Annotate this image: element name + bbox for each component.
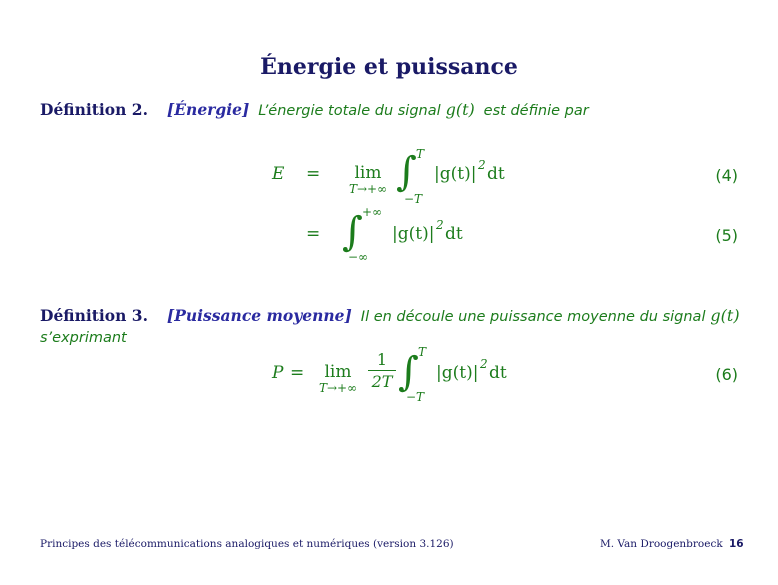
eq6-number: (6) — [715, 365, 738, 384]
eq6-frac-num: 1 — [376, 350, 388, 369]
eq4-integral-sign: ∫ — [396, 149, 417, 195]
slide-title: Énergie et puissance — [260, 54, 518, 80]
definition-2-text: L’énergie totale du signal — [258, 103, 441, 119]
definition-2 — [40, 100, 589, 119]
eq6-int-upper: T — [418, 345, 427, 359]
eq6-frac-bar — [368, 370, 396, 371]
eq6-integral-sign: ∫ — [398, 349, 419, 395]
eq5-number: (5) — [715, 226, 738, 245]
eq5-int-lower: −∞ — [348, 250, 369, 264]
eq6-integrand: |g(t)| — [436, 363, 479, 383]
eq6-lim-sub: T→+∞ — [318, 381, 358, 395]
definition-2-text-after: est définie par — [483, 103, 589, 119]
definition-2-head: Définition 2. — [40, 100, 148, 119]
footer-page-number: 16 — [729, 538, 744, 550]
eq5-integral-sign: ∫ — [342, 209, 363, 255]
definition-2-math: g(t) — [445, 100, 475, 119]
eq6-equals: = — [290, 363, 305, 383]
eq4-power: 2 — [478, 158, 486, 172]
eq4-lim-word: lim — [354, 163, 382, 183]
eq5-dt: dt — [445, 224, 463, 244]
definition-3-head: Définition 3. — [40, 306, 148, 325]
eq4-equals: = — [306, 164, 321, 184]
eq4-integrand: |g(t)| — [434, 164, 477, 184]
eq6-limit — [310, 363, 366, 395]
eq6-lhs: P — [272, 363, 284, 383]
eq6-int-lower: −T — [406, 390, 425, 404]
eq4-int-upper: T — [416, 147, 425, 161]
eq4-dt: dt — [487, 164, 505, 184]
definition-3-text-cont: s’exprimant — [40, 330, 127, 346]
eq6-dt: dt — [489, 363, 507, 383]
eq4-number: (4) — [715, 166, 738, 185]
footer-author: M. Van Droogenbroeck — [600, 538, 723, 550]
eq5-integrand: |g(t)| — [392, 224, 435, 244]
definition-3 — [40, 306, 740, 325]
eq5-power: 2 — [436, 218, 444, 232]
definition-2-tag: [Énergie] — [166, 100, 250, 119]
eq6-lim-word: lim — [324, 362, 352, 382]
footer-course: Principes des télécommunications analogiques et numériques (version 3.126) — [40, 538, 454, 550]
eq4-limit — [340, 164, 396, 196]
eq6-power: 2 — [480, 357, 488, 371]
eq5-equals: = — [306, 224, 321, 244]
definition-3-text: Il en découle une puissance moyenne du signal — [360, 309, 706, 325]
eq4-lim-sub: T→+∞ — [348, 182, 388, 196]
definition-3-math: g(t) — [710, 306, 740, 325]
definition-3-continuation — [40, 328, 127, 346]
eq4-int-lower: −T — [404, 192, 423, 206]
eq5-int-upper: +∞ — [362, 205, 383, 219]
eq6-fraction — [368, 350, 396, 391]
eq6-frac-den: 2T — [371, 372, 393, 391]
eq4-lhs: E — [272, 164, 285, 184]
definition-3-tag: [Puissance moyenne] — [166, 306, 352, 325]
